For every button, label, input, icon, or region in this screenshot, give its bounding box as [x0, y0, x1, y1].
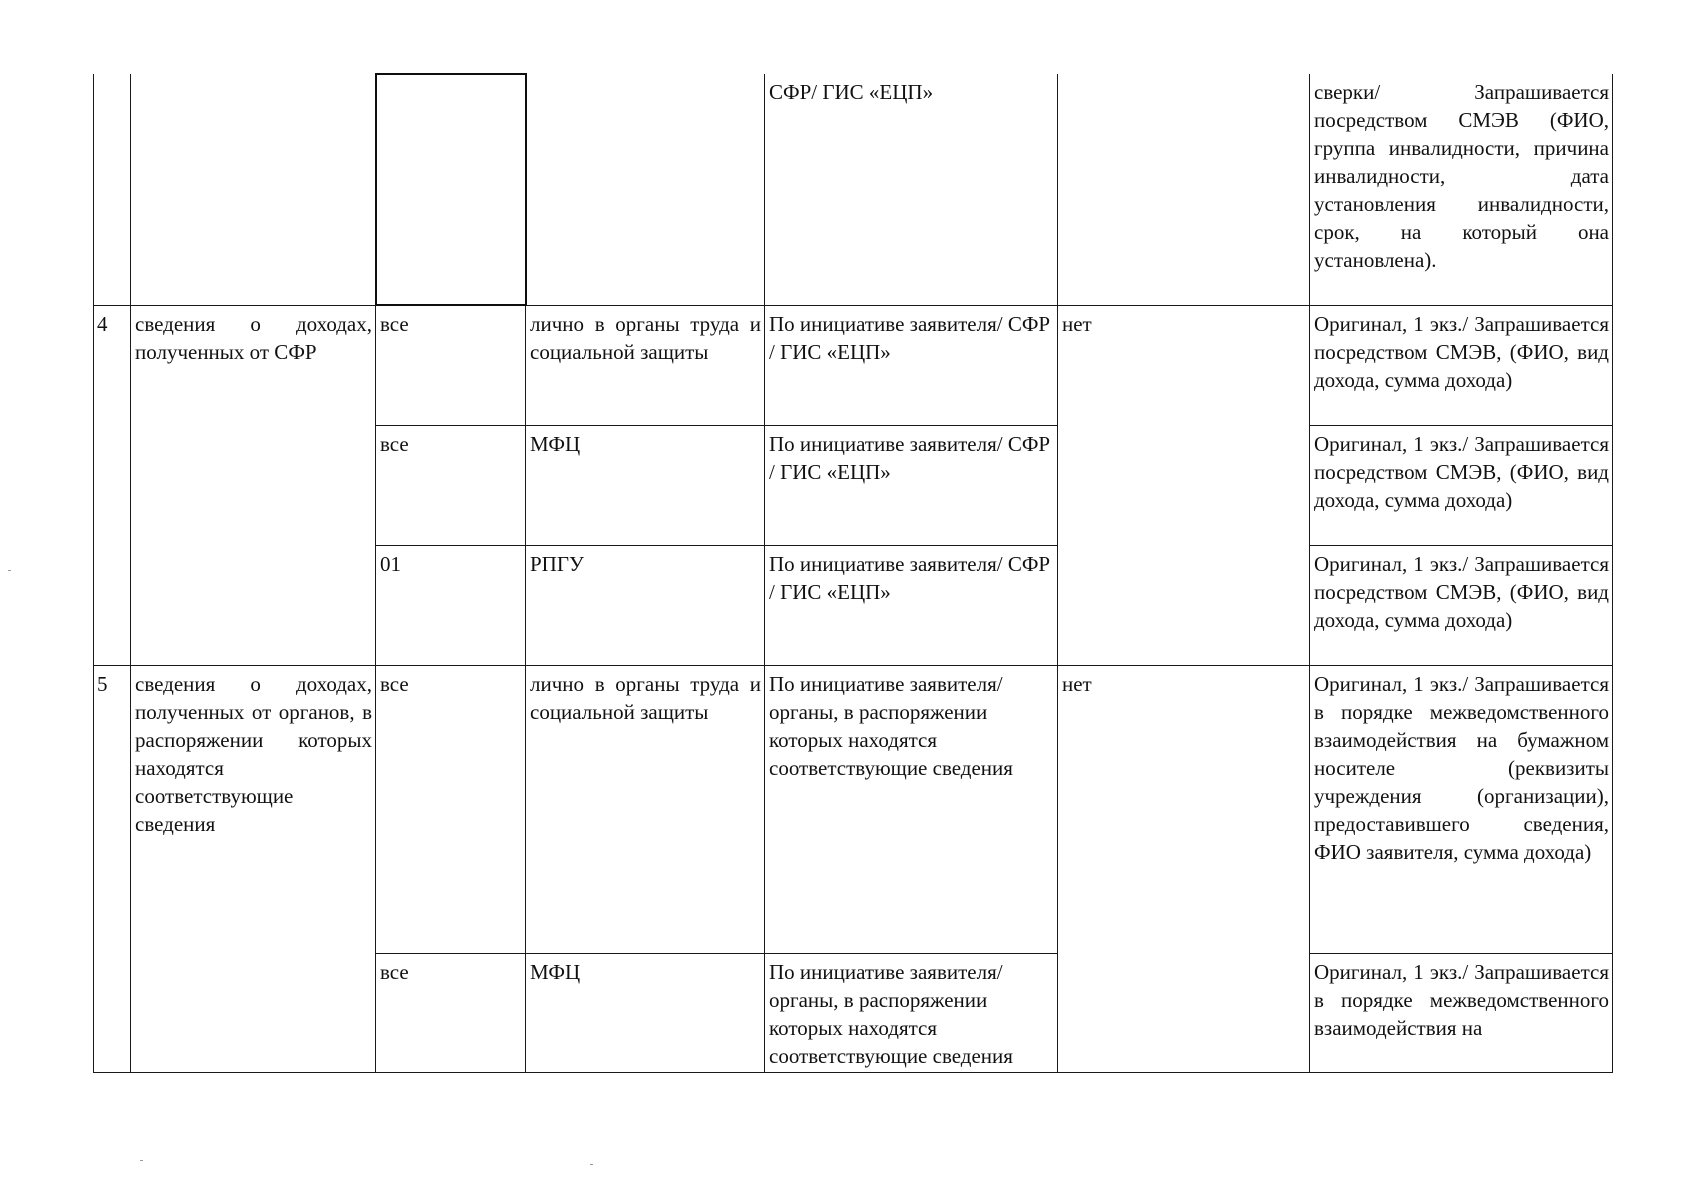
- cell-place: МФЦ: [526, 425, 765, 545]
- cell-place: МФЦ: [526, 953, 765, 1072]
- cell-category: все: [376, 425, 526, 545]
- cell-note: Оригинал, 1 экз./ Запрашивается посредством СМЭВ, (ФИО, вид дохода, сумма дохода): [1310, 545, 1613, 665]
- document-table: [93, 73, 1613, 1073]
- cell-source: По инициативе заявителя/ СФР / ГИС «ЕЦП»: [765, 545, 1058, 665]
- cell-note: Оригинал, 1 экз./ Запрашивается посредством СМЭВ, (ФИО, вид дохода, сумма дохода): [1310, 425, 1613, 545]
- cell-flag: [1058, 74, 1310, 305]
- cell-category: [376, 74, 526, 305]
- cell-flag: нет: [1058, 665, 1310, 1072]
- cell-name: [131, 74, 376, 305]
- cell-source: По инициативе заявителя/ СФР / ГИС «ЕЦП»: [765, 425, 1058, 545]
- cell-number: 5: [94, 665, 131, 1072]
- table-row: [94, 305, 1613, 425]
- cell-note: Оригинал, 1 экз./ Запрашивается в порядке межведомственного взаимодействия на бумажном носителе (реквизиты учреждения (организации), предоставившего сведения, ФИО заявителя, сумма дохода): [1310, 665, 1613, 953]
- cell-category: все: [376, 665, 526, 953]
- cell-category: 01: [376, 545, 526, 665]
- cell-source: СФР/ ГИС «ЕЦП»: [765, 74, 1058, 305]
- cell-source: По инициативе заявителя/ СФР / ГИС «ЕЦП»: [765, 305, 1058, 425]
- cell-flag: нет: [1058, 305, 1310, 665]
- cell-number: 4: [94, 305, 131, 665]
- table-row: [94, 665, 1613, 953]
- cell-number: [94, 74, 131, 305]
- cell-note: Оригинал, 1 экз./ Запрашивается посредством СМЭВ, (ФИО, вид дохода, сумма дохода): [1310, 305, 1613, 425]
- cell-note: Оригинал, 1 экз./ Запрашивается в порядке межведомственного взаимодействия на: [1310, 953, 1613, 1072]
- scan-speck: [590, 1164, 593, 1165]
- scan-speck: [8, 570, 11, 571]
- cell-place: [526, 74, 765, 305]
- cell-note: сверки/ Запрашивается посредством СМЭВ (ФИО, группа инвалидности, причина инвалидности, дата установления инвалидности, срок, на который она установлена).: [1310, 74, 1613, 305]
- cell-place: РПГУ: [526, 545, 765, 665]
- table-row: [94, 74, 1613, 305]
- cell-source: По инициативе заявителя/ органы, в распоряжении которых находятся соответствующие сведения: [765, 665, 1058, 953]
- scan-speck: [140, 1160, 143, 1161]
- cell-name: сведения о доходах, полученных от органов, в распоряжении которых находятся соответствующие сведения: [131, 665, 376, 1072]
- cell-place: лично в органы труда и социальной защиты: [526, 305, 765, 425]
- cell-name: сведения о доходах, полученных от СФР: [131, 305, 376, 665]
- cell-source: По инициативе заявителя/ органы, в распоряжении которых находятся соответствующие сведения: [765, 953, 1058, 1072]
- cell-category: все: [376, 305, 526, 425]
- cell-category: все: [376, 953, 526, 1072]
- cell-place: лично в органы труда и социальной защиты: [526, 665, 765, 953]
